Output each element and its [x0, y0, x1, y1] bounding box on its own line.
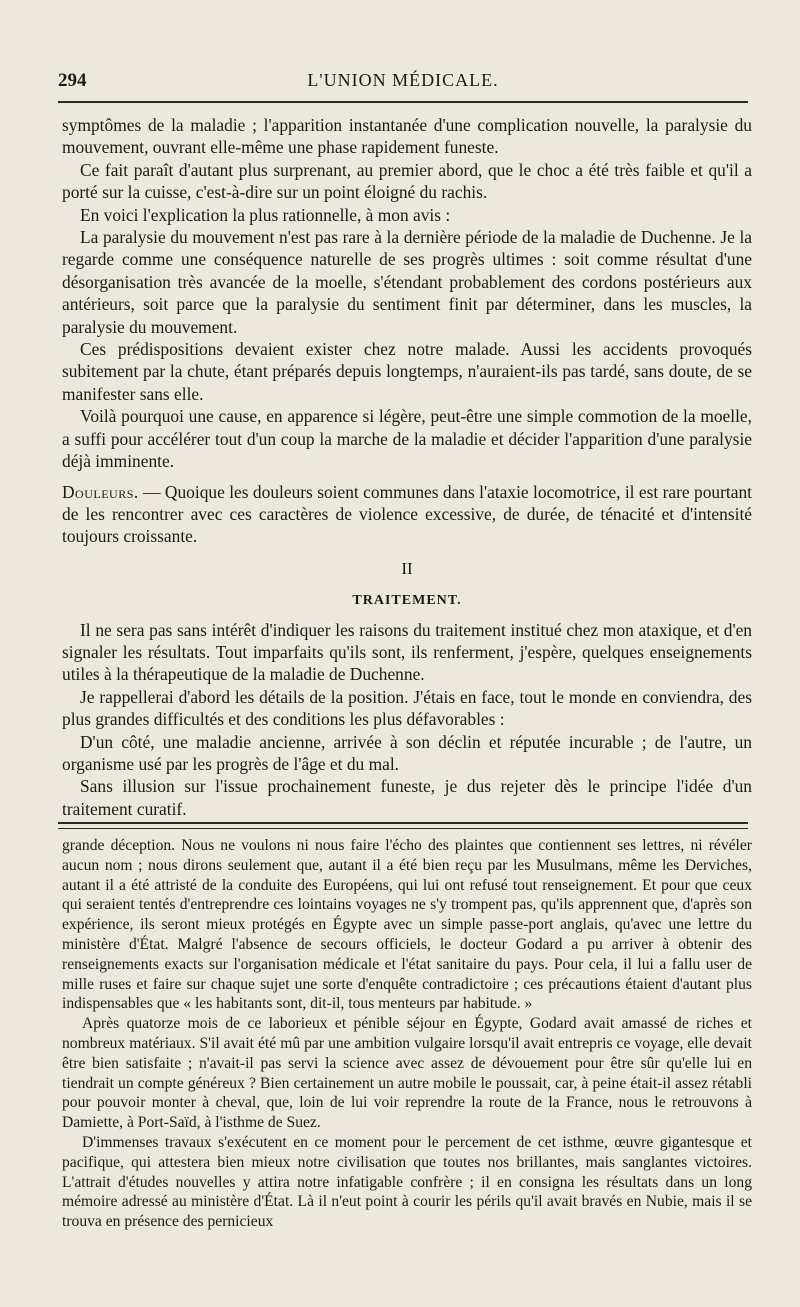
running-head	[58, 70, 748, 100]
paragraph: Je rappellerai d'abord les détails de la position. J'étais en face, tout le monde en conviendra, des plus grandes difficultés et des conditions les plus défavorables :	[62, 686, 752, 730]
main-article-text	[62, 114, 752, 820]
paragraph: D'un côté, une maladie ancienne, arrivée à son déclin et réputée incurable ; de l'autre, un organisme usé par les progrès de l'âge et du mal.	[62, 731, 752, 774]
header-rule	[58, 101, 748, 103]
paragraph: Ce fait paraît d'autant plus surprenant, au premier abord, que le choc a été très faible et qu'il a porté sur la cuisse, c'est-à-dire sur un point éloigné du rachis.	[62, 159, 752, 203]
feuilleton-paragraph: Après quatorze mois de ce laborieux et pénible séjour en Égypte, Godard avait amassé de riches et nombreux matériaux. S'il avait été mû par une ambition vulgaire lorsqu'il avait entrepris ce voyage, elle devait être bien satisfaite ; n'avait-il pas servi la science avec assez de dévouement pour être sûr qu'elle lui en tiendrait un compte généreux ? Bien certainement un autre mobile le poussait, car, à peine était-il assez rétabli pour pouvoir monter à cheval, que, loin de lui voir reprendre la route de la France, nous le retrouvons à Damiette, à Port-Saïd, à l'isthme de Suez.	[62, 1015, 752, 1132]
paragraph: Il ne sera pas sans intérêt d'indiquer les raisons du traitement institué chez mon ataxique, et d'en signaler les résultats. Tout imparfaits qu'ils sont, ils renferment, j'espère, quelques enseignements utiles à la thérapeutique de la maladie de Duchenne.	[62, 619, 752, 685]
section-number: II	[401, 558, 413, 578]
feuilleton-paragraph: D'immenses travaux s'exécutent en ce moment pour le percement de cet isthme, œuvre gigantesque et pacifique, qui attestera bien mieux notre civilisation que toutes nos brillantes, mais sanglantes victoires. L'attrait d'études nouvelles y attira notre infatigable confrère ; il en consigna les résultats dans un long mémoire adressé au ministère d'État. Là il n'eut point à courir les périls qu'il avait bravés en Nubie, mais il se trouva en présence des pernicieux	[62, 1133, 752, 1231]
paragraph: Voilà pourquoi une cause, en apparence si légère, peut-être une simple commotion de la moelle, a suffi pour accélérer tout d'un coup la marche de la maladie et décider l'apparition d'une paralysie déjà imminente.	[62, 406, 752, 472]
douleurs-paragraph	[62, 481, 752, 548]
douleurs-label: Douleurs.	[62, 481, 139, 502]
journal-title: L'UNION MÉDICALE.	[307, 70, 499, 90]
douleurs-text: — Quoique les douleurs soient communes dans l'ataxie locomotrice, il est rare pourtant de les rencontrer avec ces caractères de violence excessive, de durée, de ténacité et d'intensité toujours croissante.	[62, 481, 752, 547]
feuilleton-rule	[58, 822, 748, 829]
paragraph: Ces prédispositions devaient exister chez notre malade. Aussi les accidents provoqués subitement par la chute, étant préparés depuis longtemps, n'auraient-ils pas tardé, sans doute, de se manifester sans elle.	[62, 339, 752, 404]
paragraph: En voici l'explication la plus rationnelle, à mon avis :	[80, 204, 451, 225]
paragraph: La paralysie du mouvement n'est pas rare à la dernière période de la maladie de Duchenne. Je la regarde comme une conséquence naturelle de ses progrès ultimes : soit comme résultat d'une désorganisation très avancée de la moelle, s'étendant probablement des cordons postérieurs aux antérieurs, soit parce que la paralysie du sentiment finit par déterminer, dans les muscles, la paralysie du mouvement.	[62, 227, 752, 337]
feuilleton-text	[62, 836, 752, 1232]
feuilleton-paragraph: grande déception. Nous ne voulons ni nous faire l'écho des plaintes que contiennent ses lettres, ni révéler aucun nom ; nous dirons seulement que, autant il a été bien reçu par les Musulmans, même les Derviches, autant il a été attristé de la conduite des Européens, qui lui ont refusé tout renseignement. Et pour que ceux qui seraient tentés d'entreprendre ces lointains voyages ne s'y trompent pas, qu'ils apprennent que, d'après son expérience, ils seront mieux protégés en Égypte avec un simple passe-port anglais, qu'avec une lettre du ministère d'État. Malgré l'absence de secours officiels, le docteur Godard a pu arriver à obtenir des renseignements exacts sur l'organisation médicale et l'état sanitaire du pays. Pour cela, il lui a fallu user de mille ruses et faire sur chaque sujet une sorte d'enquête contradictoire ; ces précautions étaient d'autant plus indispensables que « les habitants sont, dit-il, tous menteurs par habitude. »	[62, 837, 752, 1013]
paragraph: symptômes de la maladie ; l'apparition instantanée d'une complication nouvelle, la paralysie du mouvement, ouvrant elle-même une phase rapidement funeste.	[62, 115, 752, 158]
paragraph: Sans illusion sur l'issue prochainement funeste, je dus rejeter dès le principe l'idée d'un traitement curatif.	[62, 776, 752, 819]
section-title: TRAITEMENT.	[352, 593, 462, 609]
page-number: 294	[58, 70, 87, 91]
